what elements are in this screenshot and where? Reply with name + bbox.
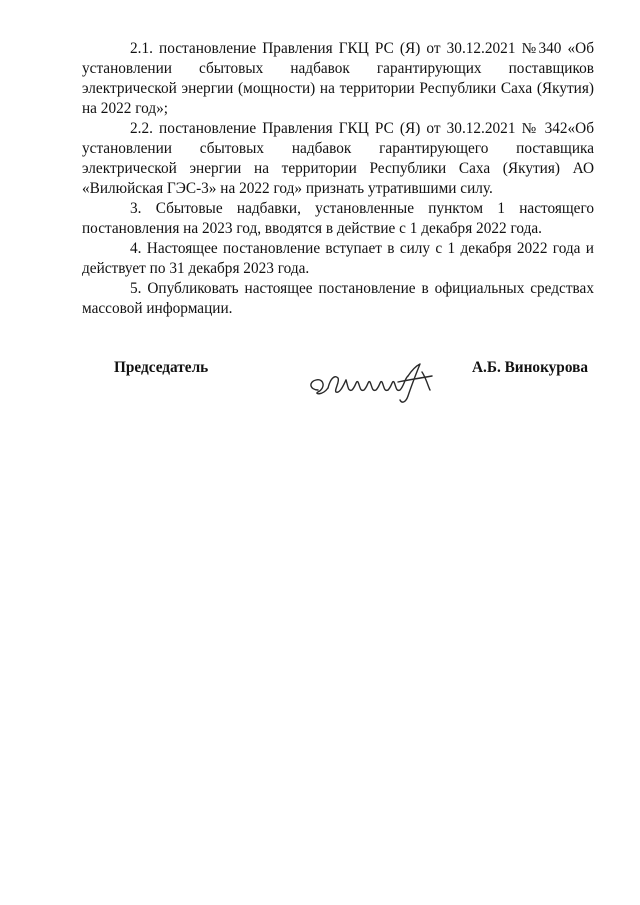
document-body [82,39,594,319]
paragraph-2-1: 2.1. постановление Правления ГКЦ РС (Я) от 30.12.2021 №340 «Об установлении сбытовых надбавок гарантирующих поставщиков электрической энергии (мощности) на территории Республики Саха (Якутия) на 2022 год»; [82,40,594,117]
signature-block [82,358,594,418]
paragraph-3: 3. Сбытовые надбавки, установленные пунктом 1 настоящего постановления на 2023 год, вводятся в действие с 1 декабря 2022 года. [82,200,594,237]
paragraph-2-2: 2.2. постановление Правления ГКЦ РС (Я) от 30.12.2021 № 342«Об установлении сбытовых надбавок гарантирующего поставщика электрической энергии на территории Республики Саха (Якутия) АО «Вилюйская ГЭС-3» на 2022 год» признать утратившими силу. [82,120,594,197]
signatory-name: А.Б. Винокурова [471,359,588,376]
paragraph-4: 4. Настоящее постановление вступает в силу с 1 декабря 2022 года и действует по 31 декабря 2023 года. [82,240,594,277]
handwritten-signature-icon [304,360,444,408]
signatory-title: Председатель [114,359,209,376]
paragraph-5: 5. Опубликовать настоящее постановление в официальных средствах массовой информации. [82,280,594,317]
